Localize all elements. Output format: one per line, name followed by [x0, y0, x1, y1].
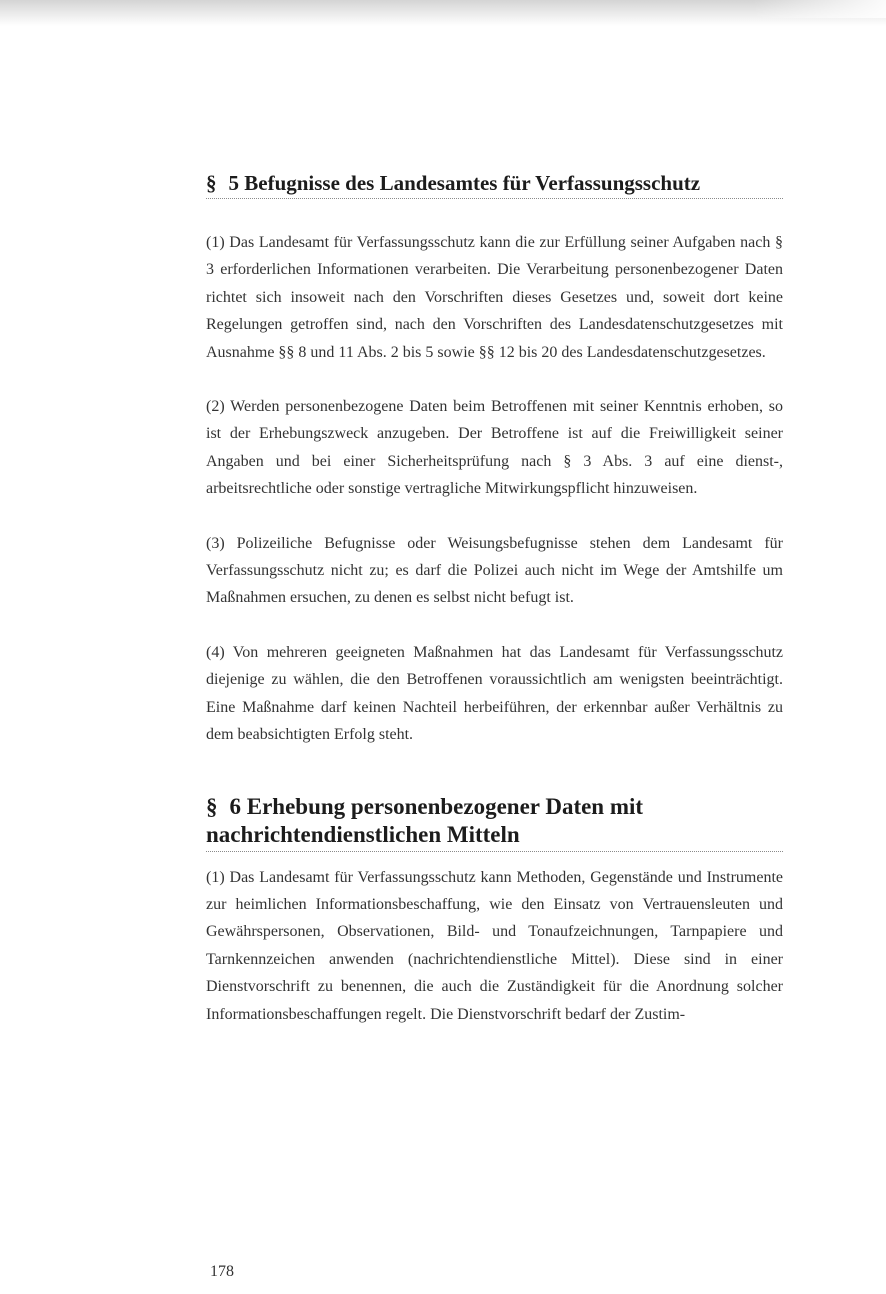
page-number: 178 [210, 1263, 234, 1280]
section-sign: § [206, 793, 218, 819]
paragraph-1: (1) Das Landesamt für Verfassungsschutz kann Methoden, Gegenstände und Instrumente zur heimlichen Informationsbeschaffung, wie den Einsatz von Vertrauensleuten und Gewährspersonen, Observationen, Bild- und Tonaufzeichnungen, Tarnpapiere und Tarnkennzeichen anwenden (nachrichtendienstliche Mittel). Diese sind in einer Dienstvorschrift zu benennen, die auch die Zuständigkeit für die Anordnung solcher Informationsbeschaffungen regelt. Die Dienstvorschrift bedarf der Zustim- [206, 868, 783, 1023]
paragraph-2: (2) Werden personenbezogene Daten beim Betroffenen mit seiner Kenntnis erhoben, so ist der Erhebungszweck anzugeben. Der Betroffene ist auf die Freiwilligkeit seiner Angaben und bei einer Sicherheitsprüfung nach § 3 Abs. 3 auf eine dienst-, arbeitsrechtliche oder sonstige vertragliche Mitwirkungspflicht hinzuweisen. [206, 398, 783, 498]
document-page [206, 170, 783, 1028]
section-heading [206, 170, 783, 199]
section-5 [206, 170, 783, 749]
section-heading [206, 793, 783, 852]
paragraph-1: (1) Das Landesamt für Verfassungsschutz kann die zur Erfüllung seiner Aufgaben nach § 3 erforderlichen Informationen verarbeiten. Die Verarbeitung personenbezogener Daten richtet sich insoweit nach den Vorschriften dieses Gesetzes und, soweit dort keine Regelungen getroffen sind, nach den Vorschriften des Landesdatenschutzgesetzes mit Ausnahme §§ 8 und 11 Abs. 2 bis 5 sowie §§ 12 bis 20 des Landesdatenschutzgesetzes. [206, 234, 783, 361]
section-title: 5 Befugnisse des Landesamtes für Verfassungsschutz [228, 171, 701, 195]
paragraph-4: (4) Von mehreren geeigneten Maßnahmen hat das Landesamt für Verfassungsschutz diejenige zu wählen, die den Betroffenen voraussichtlich am wenigsten beeinträchtigt. Eine Maßnahme darf keinen Nachteil herbeiführen, der erkennbar außer Verhältnis zu dem beabsichtigten Erfolg steht. [206, 643, 783, 744]
section-title: 6 Erhebung personenbezogener Daten mit nachrichtendienstlichen Mitteln [206, 793, 644, 847]
paragraph-3: (3) Polizeiliche Befugnisse oder Weisungsbefugnisse stehen dem Landesamt für Verfassungsschutz nicht zu; es darf die Polizei auch nicht im Wege der Amtshilfe um Maßnahmen ersuchen, zu denen es selbst nicht befugt ist. [206, 534, 783, 607]
section-sign: § [206, 171, 217, 195]
section-6 [206, 793, 783, 1028]
scan-edge-shadow [0, 0, 886, 26]
